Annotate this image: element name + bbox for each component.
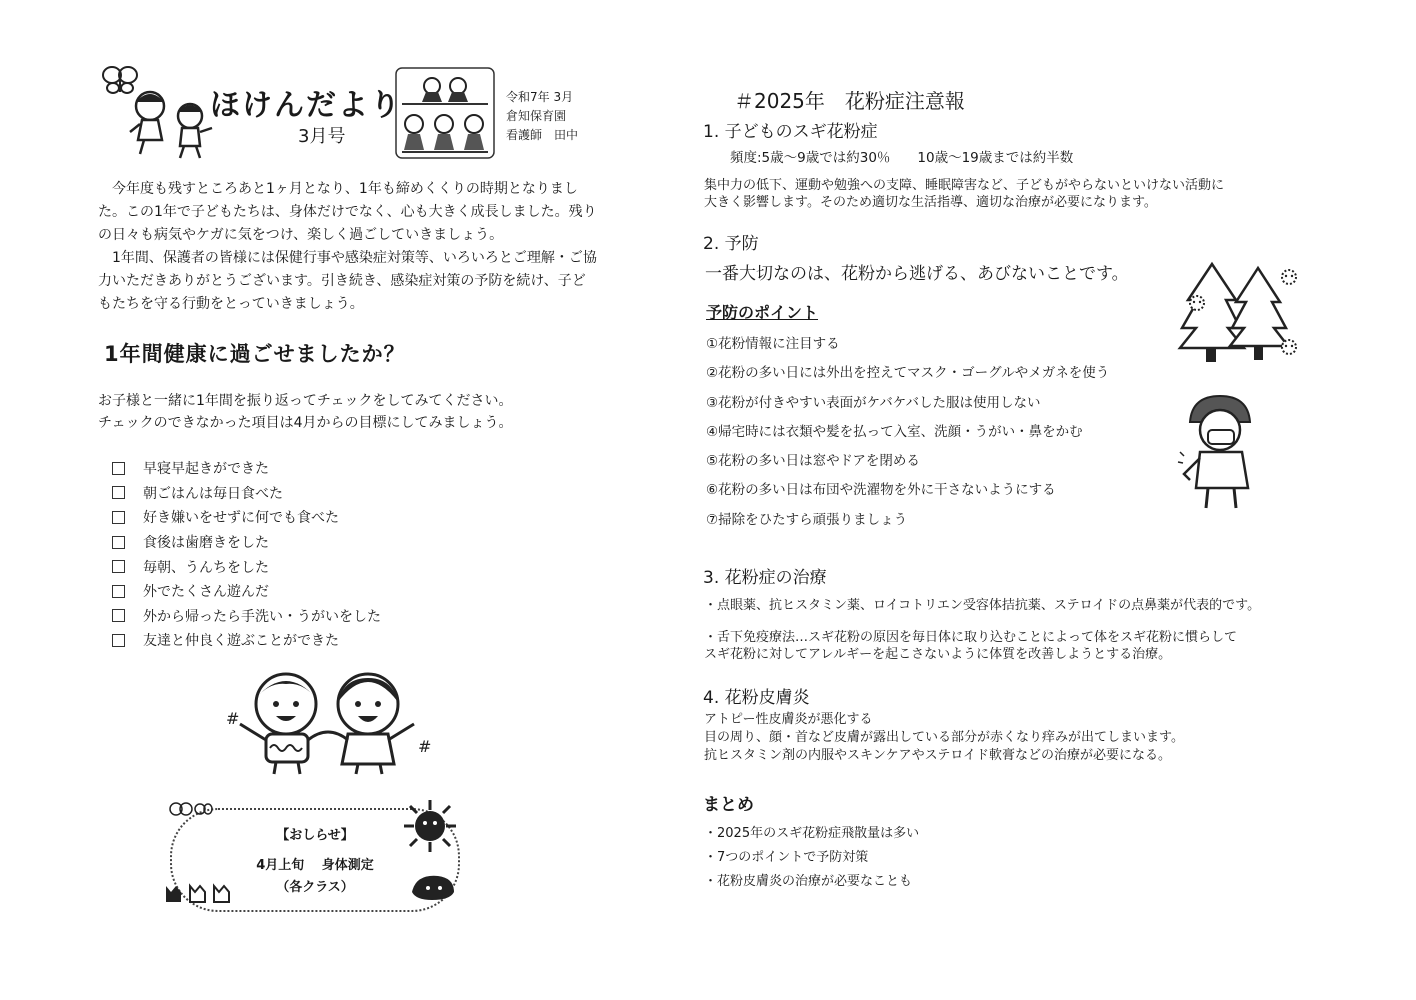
pollen-icon — [1278, 336, 1300, 358]
prevention-point: ③花粉が付きやすい表面がケバケバした服は使用しない — [706, 394, 1041, 411]
prevention-point: ①花粉情報に注目する — [706, 336, 840, 352]
section-title-prevention: 2. 予防 — [703, 234, 759, 254]
prevention-point: ②花粉の多い日には外出を控えてマスク・ゴーグルやメガネを使う — [706, 365, 1110, 382]
treatment-text — [704, 629, 1237, 663]
summary-item: ・花粉皮膚炎の治療が必要なことも — [704, 874, 913, 889]
checkbox[interactable] — [112, 486, 125, 499]
checkbox[interactable] — [112, 511, 125, 524]
text-line: 大きく影響します。そのため適切な生活指導、適切な治療が必要になります。 — [704, 195, 1157, 210]
checkbox[interactable] — [112, 609, 125, 622]
nursery-name: 倉知保育園 — [506, 109, 567, 123]
pollen-icon — [1278, 266, 1300, 288]
health-checklist — [112, 456, 381, 653]
newsletter-title: ほけんだより — [210, 88, 402, 123]
pollen-impact-text — [704, 177, 1224, 211]
notice-line: （各クラス） — [276, 880, 354, 895]
checkbox[interactable] — [112, 585, 125, 598]
treatment-text: ・点眼薬、抗ヒスタミン薬、ロイコトリエン受容体拮抗薬、ステロイドの点鼻薬が代表的です。 — [704, 598, 1261, 613]
issue-meta — [506, 88, 578, 145]
text-line: アトピー性皮膚炎が悪化する — [704, 712, 873, 727]
checklist-label: 朝ごはんは毎日食べた — [143, 485, 283, 502]
intro-text — [98, 178, 598, 316]
summary-item: ・7つのポイントで予防対策 — [704, 850, 869, 865]
prevention-points-heading: 予防のポイント — [706, 303, 819, 322]
checklist-label: 友達と仲良く遊ぶことができた — [143, 633, 339, 650]
notice-line: 4月上旬 身体測定 — [256, 858, 374, 873]
checklist-item[interactable] — [112, 604, 381, 629]
issue-label: 3月号 — [298, 126, 346, 147]
masked-child-icon — [1176, 392, 1260, 514]
checklist-item[interactable] — [112, 481, 381, 506]
description-line: お子様と一緒に1年間を振り返ってチェックをしてみてください。 — [98, 393, 513, 409]
checklist-item[interactable] — [112, 505, 381, 530]
checklist-item[interactable] — [112, 530, 381, 555]
checkbox[interactable] — [112, 462, 125, 475]
author-name: 看護師 田中 — [506, 128, 579, 142]
leaf-face-icon — [410, 872, 456, 902]
svg-text:#: # — [418, 737, 432, 756]
pollen-alert-heading: ＃2025年 花粉症注意報 — [734, 89, 965, 113]
checklist-label: 毎朝、うんちをした — [143, 559, 269, 576]
svg-text:#: # — [226, 709, 240, 728]
prevention-point: ④帰宅時には衣類や髪を払って入室、洗顔・うがい・鼻をかむ — [706, 423, 1083, 440]
text-line: 抗ヒスタミン剤の内服やスキンケアやステロイド軟膏などの治療が必要になる。 — [704, 748, 1171, 763]
summary-item: ・2025年のスギ花粉症飛散量は多い — [704, 826, 920, 841]
children-holding-hands-icon — [222, 668, 434, 776]
health-check-heading: 1年間健康に過ごせましたか？ — [104, 342, 406, 366]
checklist-label: 食後は歯磨きをした — [143, 535, 269, 552]
sun-icon — [402, 800, 458, 852]
checklist-item[interactable] — [112, 579, 381, 604]
intro-paragraph: 1年間、保護者の皆様には保健行事や感染症対策等、いろいろとご理解・ご協力いただきありがとうございます。引き続き、感染症対策の予防を続け、子どもたちを守る行動をとっていきましょう。 — [98, 250, 597, 312]
intro-paragraph: 今年度も残すところあと1ヶ月となり、1年も締めくくりの時期となりました。この1年で子どもたちは、身体だけでなく、心も大きく成長しました。残りの日々も病気やケガに気をつけ、楽しく過ごしていきましょう。 — [98, 181, 597, 243]
text-line: スギ花粉に対してアレルギーを起こさないように体質を改善しようとする治療。 — [704, 647, 1172, 662]
tulip-icon — [164, 884, 234, 904]
prevention-point: ⑥花粉の多い日は布団や洗濯物を外に干さないようにする — [706, 482, 1056, 499]
text-line: ・舌下免疫療法…スギ花粉の原因を毎日体に取り込むことによって体をスギ花粉に慣らして — [704, 630, 1238, 645]
pollen-icon — [1186, 292, 1208, 314]
checklist-label: 外から帰ったら手洗い・うがいをした — [143, 608, 381, 625]
issue-date: 令和7年 3月 — [506, 90, 574, 104]
pollen-frequency: 頻度:5歳～9歳では約30％ 10歳～19歳までは約半数 — [730, 150, 1074, 166]
prevention-lead: 一番大切なのは、花粉から逃げる、あびないことです。 — [705, 264, 1129, 284]
checkbox[interactable] — [112, 634, 125, 647]
section-title-pollen-dermatitis: 4. 花粉皮膚炎 — [703, 688, 810, 708]
section-title-treatment: 3. 花粉症の治療 — [703, 568, 827, 588]
health-check-description — [98, 390, 513, 434]
summary-heading: まとめ — [703, 795, 754, 815]
checklist-label: 外でたくさん遊んだ — [143, 584, 269, 601]
section-title-children-pollen: 1. 子どものスギ花粉症 — [703, 122, 878, 142]
checklist-item[interactable] — [112, 456, 381, 481]
checkbox[interactable] — [112, 536, 125, 549]
checklist-label: 好き嫌いをせずに何でも食べた — [143, 510, 339, 527]
prevention-point: ⑤花粉の多い日は窓やドアを閉める — [706, 453, 920, 470]
children-running-icon — [128, 88, 218, 160]
checklist-item[interactable] — [112, 628, 381, 653]
butterfly-icon — [168, 800, 212, 818]
checklist-label: 早寝早起きができた — [143, 461, 269, 478]
dermatitis-text — [704, 711, 1184, 765]
notice-title: 【おしらせ】 — [276, 828, 354, 843]
prevention-point: ⑦掃除をひたすら頑張りましょう — [706, 511, 908, 528]
hina-dolls-icon — [394, 66, 496, 160]
checklist-item[interactable] — [112, 554, 381, 579]
description-line: チェックのできなかった項目は4月からの目標にしてみましょう。 — [98, 415, 513, 431]
prevention-points — [706, 332, 1109, 537]
text-line: 目の周り、顔・首など皮膚が露出している部分が赤くなり痒みが出てしまいます。 — [704, 730, 1184, 745]
checkbox[interactable] — [112, 560, 125, 573]
summary-list — [704, 822, 919, 894]
text-line: 集中力の低下、運動や勉強への支障、睡眠障害など、子どもがやらないといけない活動に — [704, 178, 1225, 193]
